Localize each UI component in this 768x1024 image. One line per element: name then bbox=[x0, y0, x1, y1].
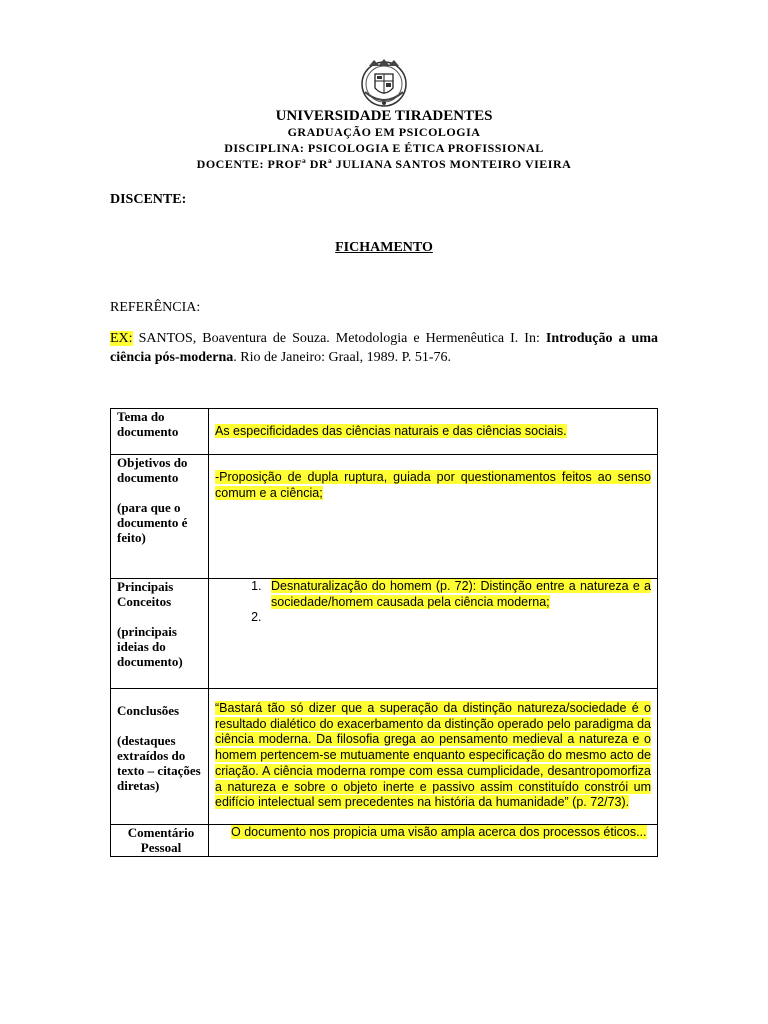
tema-value-cell bbox=[209, 409, 658, 455]
comentario-label: Comentário Pessoal bbox=[127, 825, 195, 855]
objetivos-value-cell bbox=[209, 455, 658, 579]
conclusoes-label: Conclusões bbox=[117, 703, 180, 718]
reference-label: REFERÊNCIA: bbox=[110, 300, 201, 315]
concept-1-text: Desnaturalização do homem (p. 72): Distinção entre a natureza e a sociedade/homem causada pela ciência moderna; bbox=[271, 579, 651, 609]
discipline-name: DISCIPLINA: PSICOLOGIA E ÉTICA PROFISSIONAL bbox=[224, 141, 544, 155]
conclusoes-quote: “Bastará tão só dizer que a superação da distinção natureza/sociedade é o resultado dialético do exacerbamento da distinção operado pelo paradigma da ciência moderna. Da filosofia grega ao pensamento medieval a natureza e o homem pertencem-se mutuamente enquanto especificação do mesmo acto de criação. A ciência moderna rompe com essa cumplicidade, desantropomorfiza a natureza e sobre o objeto inerte e passivo assim constituído constrói um edifício intelectual sem precedentes na história da humanidade” (p. 72/73). bbox=[215, 701, 651, 810]
table-row-conclusoes bbox=[111, 689, 658, 825]
university-seal-logo bbox=[357, 56, 411, 110]
conceitos-label-cell bbox=[111, 579, 209, 689]
comentario-value-cell bbox=[209, 825, 658, 857]
objetivos-label-cell bbox=[111, 455, 209, 579]
document-title: FICHAMENTO bbox=[335, 240, 433, 255]
student-label: DISCENTE: bbox=[110, 192, 187, 207]
tema-label-cell bbox=[111, 409, 209, 455]
reference-author: SANTOS, Boaventura de Souza. Metodologia e Hermenêutica I. In: bbox=[132, 331, 546, 346]
list-item bbox=[265, 579, 651, 610]
comentario-label-cell bbox=[111, 825, 209, 857]
reference-text bbox=[110, 329, 658, 367]
objetivos-label: Objetivos do documento bbox=[117, 455, 188, 485]
table-row-objetivos bbox=[111, 455, 658, 579]
comentario-value: O documento nos propicia uma visão ampla acerca dos processos éticos... bbox=[231, 825, 647, 839]
conclusoes-label-cell bbox=[111, 689, 209, 825]
concepts-list bbox=[215, 579, 651, 626]
reference-example-prefix: EX: bbox=[110, 331, 133, 346]
conceitos-sublabel: (principais ideias do documento) bbox=[117, 624, 183, 669]
conceitos-label: Principais Conceitos bbox=[117, 579, 174, 609]
reference-book-title: Introdução a uma ciência pós-moderna bbox=[110, 331, 658, 365]
table-row-conceitos bbox=[111, 579, 658, 689]
tema-label: Tema do documento bbox=[117, 409, 179, 439]
objetivos-value: -Proposição de dupla ruptura, guiada por questionamentos feitos ao senso comum e a ciência; bbox=[215, 470, 651, 500]
reference-publisher: . Rio de Janeiro: Graal, 1989. P. 51-76. bbox=[233, 350, 452, 365]
conclusoes-value-cell bbox=[209, 689, 658, 825]
conceitos-value-cell bbox=[209, 579, 658, 689]
course-name: GRADUAÇÃO EM PSICOLOGIA bbox=[287, 125, 481, 139]
conclusoes-sublabel: (destaques extraídos do texto – citações diretas) bbox=[117, 733, 201, 793]
teacher-name: DOCENTE: PROFª DRª JULIANA SANTOS MONTEIRO VIEIRA bbox=[196, 157, 572, 171]
university-name: UNIVERSIDADE TIRADENTES bbox=[275, 108, 493, 124]
tema-value: As especificidades das ciências naturais e das ciências sociais. bbox=[215, 423, 567, 438]
table-row-tema bbox=[111, 409, 658, 455]
fichamento-table bbox=[110, 408, 658, 857]
table-row-comentario bbox=[111, 825, 658, 857]
objetivos-sublabel: (para que o documento é feito) bbox=[117, 500, 188, 545]
list-item bbox=[265, 610, 651, 626]
